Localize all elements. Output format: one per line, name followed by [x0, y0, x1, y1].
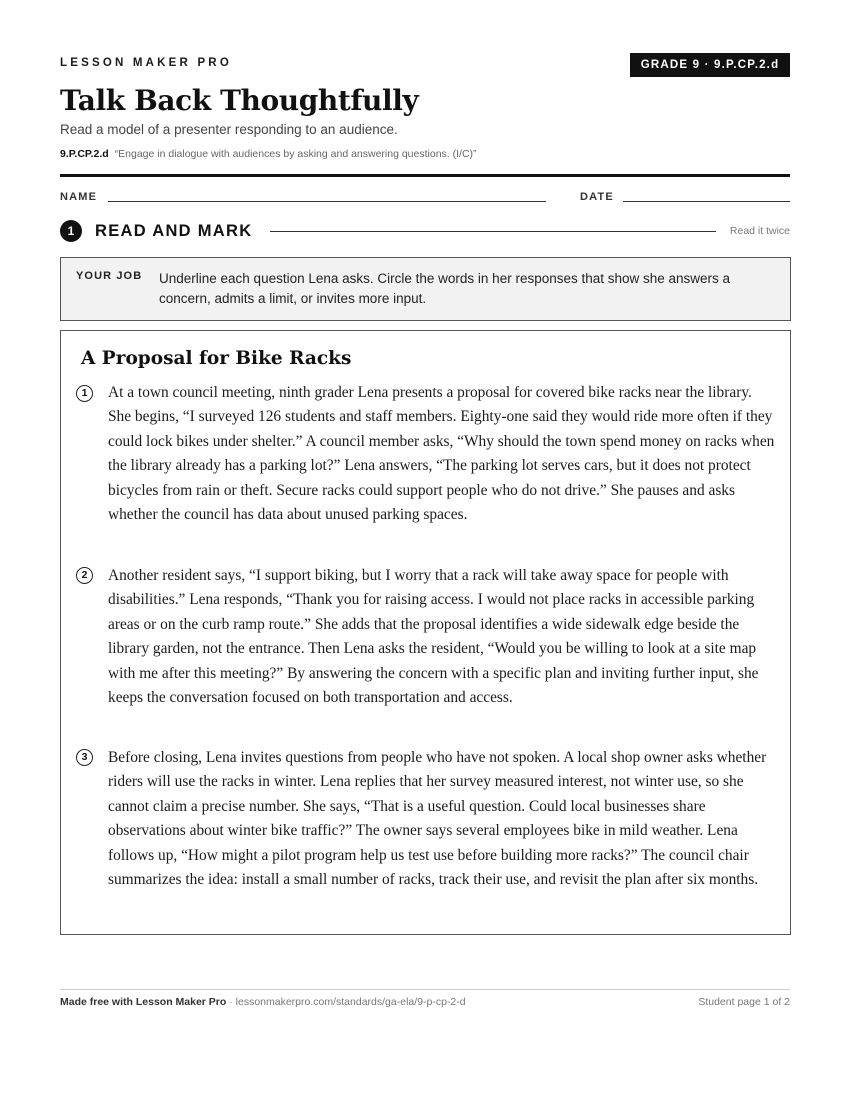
footer-credit [60, 996, 466, 1008]
paragraph-number-2: 2 [76, 567, 93, 584]
name-label: NAME [60, 191, 98, 203]
your-job-label: YOUR JOB [76, 270, 143, 282]
date-field[interactable] [623, 201, 790, 202]
paragraph-1: At a town council meeting, ninth grader Lena presents a proposal for covered bike racks near the library. She begins, “I surveyed 126 students and staff members. Eighty-one said they would ride more often if they could lock bikes under shelter.” A council member asks, “Why should the town spend money on racks when the library already has a parking lot?” Lena answers, “The parking lot serves cars, but it does not protect bicycles from rain or theft. Secure racks could support people who do not drive.” She pauses and asks whether the council has data about unused parking spaces. [108, 384, 775, 524]
standard-text: “Engage in dialogue with audiences by asking and answering questions. (I/C)” [114, 148, 477, 160]
standard-code: 9.P.CP.2.d [60, 148, 109, 160]
page-title: Talk Back Thoughtfully [60, 84, 419, 117]
your-job-instructions: Underline each question Lena asks. Circle the words in her responses that show she answers a concern, admits a limit, or invites more input. [159, 271, 731, 306]
paragraph-3: Before closing, Lena invites questions from people who have not spoken. A local shop owner asks whether riders will use the racks in winter. Lena replies that her survey measured interest, not winter use, so she cannot claim a precise number. She says, “That is a useful question. Could local businesses share observations about winter bike traffic?” The owner says several employees bike in mild weather. Lena follows up, “How might a pilot program help us test use before building more racks?” The council chair summarizes the idea: install a small number of racks, track their use, and revisit the plan after six months. [108, 749, 767, 889]
section-number-badge: 1 [60, 220, 82, 242]
footer-page-number: Student page 1 of 2 [698, 996, 790, 1008]
grade-badge: GRADE 9 · 9.P.CP.2.d [630, 53, 790, 77]
your-job-box [60, 257, 791, 321]
header-divider [60, 174, 790, 177]
section-divider [270, 231, 716, 232]
brand-name: LESSON MAKER PRO [60, 57, 232, 69]
footer-url[interactable]: · lessonmakerpro.com/standards/ga-ela/9-p-cp-2-d [229, 996, 466, 1008]
paragraph-number-3: 3 [76, 749, 93, 766]
footer-divider [60, 989, 790, 990]
name-field[interactable] [108, 201, 546, 202]
passage-title: A Proposal for Bike Racks [81, 348, 352, 369]
paragraph-number-1: 1 [76, 385, 93, 402]
footer-made-with: Made free with Lesson Maker Pro [60, 996, 227, 1008]
standard-line [60, 148, 477, 160]
section-title: READ AND MARK [95, 222, 253, 240]
page-subtitle: Read a model of a presenter responding to an audience. [60, 122, 398, 137]
date-label: DATE [580, 191, 614, 203]
section-note: Read it twice [729, 225, 790, 237]
paragraph-2: Another resident says, “I support biking, but I worry that a rack will take away space for people with disabilities.” Lena responds, “Thank you for raising access. I would not place racks in accessible parking areas or on the curb ramp route.” She adds that the proposal identifies a wide sidewalk edge beside the library garden, not the entrance. Then Lena asks the resident, “Would you be willing to look at a site map with me after this meeting?” By answering the concern with a specific plan and inviting further input, she keeps the conversation focused on both transportation and access. [108, 567, 759, 707]
passage-box [60, 330, 791, 935]
